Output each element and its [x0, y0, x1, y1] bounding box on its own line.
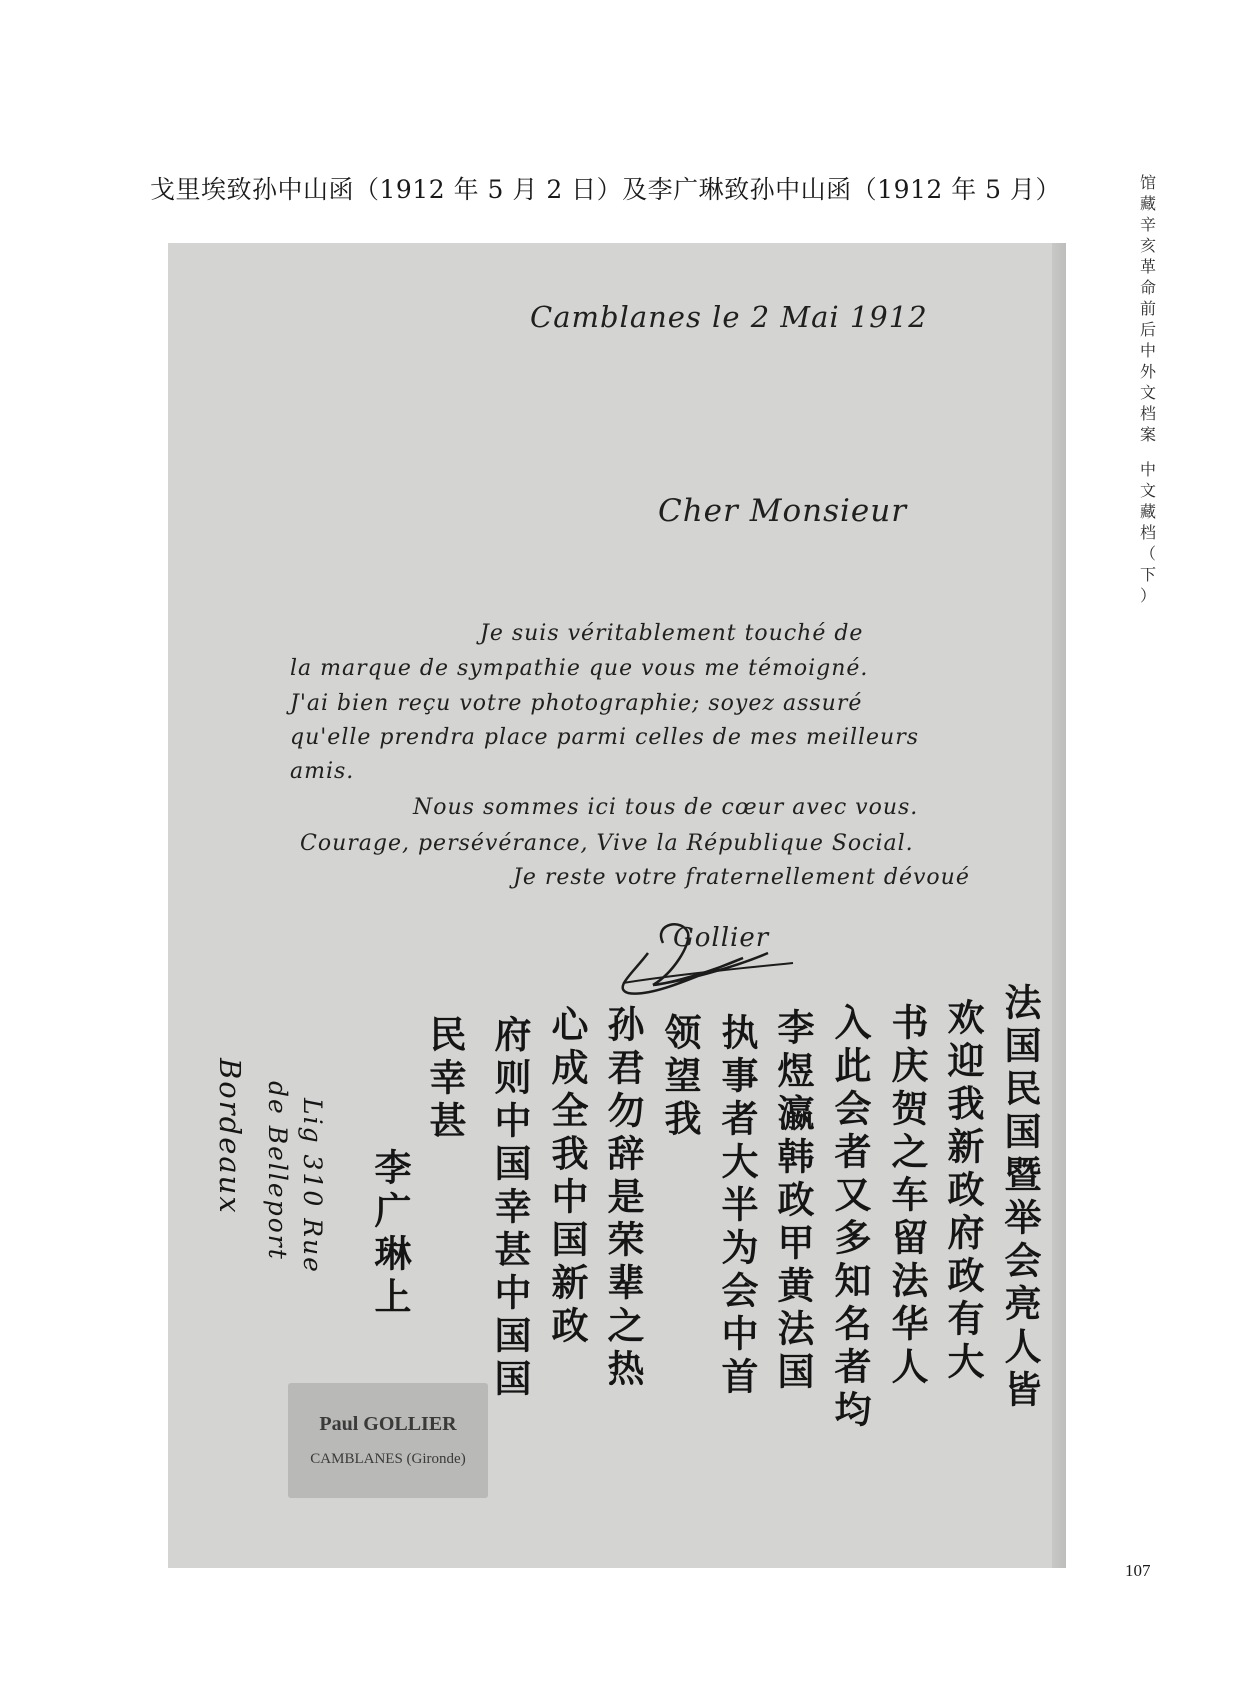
letter-body-line: Nous sommes ici tous de cœur avec vous. — [413, 795, 919, 820]
running-head-glyph: 辛 — [1139, 215, 1156, 234]
letter-body-line: qu'elle prendra place parmi celles de mes meilleurs — [290, 725, 920, 750]
side-running-head — [1137, 172, 1159, 606]
letter-body-line: Courage, persévérance, Vive la République Social. — [300, 831, 914, 856]
running-head-collection — [1137, 172, 1159, 445]
letter-body-line: la marque de sympathie que vous me témoigné. — [290, 656, 869, 681]
running-head-glyph: 藏 — [1139, 194, 1156, 213]
chinese-letter-column: 李煜瀛韩政甲黄法国 — [771, 1008, 815, 1395]
running-head-glyph: （ — [1139, 544, 1156, 563]
chinese-letter-column: 心成全我中国新政 — [545, 1005, 589, 1349]
running-head-glyph: 命 — [1139, 278, 1156, 297]
running-head-glyph: 下 — [1139, 565, 1156, 584]
chinese-letter-column: 府则中国幸甚中国国 — [488, 1015, 532, 1402]
letter-body-line: Je reste votre fraternellement dévoué — [513, 865, 970, 890]
chinese-letter-column: 民幸甚 — [423, 1015, 467, 1144]
stamp-name: Paul GOLLIER — [319, 1413, 457, 1435]
rubber-stamp — [288, 1383, 488, 1498]
chinese-letter-column: 法国民国暨举会亮人皆 — [998, 983, 1042, 1413]
chinese-letter-signature: 李广琳上 — [368, 1148, 412, 1320]
chinese-letter-column: 领望我 — [658, 1013, 702, 1142]
letter-body-line: J'ai bien reçu votre photographie; soyez assuré — [290, 691, 863, 716]
running-head-volume — [1137, 459, 1159, 606]
chinese-letter-column: 执事者大半为会中首 — [715, 1013, 759, 1400]
running-head-glyph: 外 — [1139, 362, 1156, 381]
running-head-glyph: 前 — [1139, 299, 1156, 318]
running-head-glyph: 文 — [1139, 481, 1156, 500]
address-line: de Belleport — [263, 1081, 292, 1261]
signature: Gollier — [673, 923, 770, 953]
running-head-glyph: 文 — [1139, 383, 1156, 402]
chinese-letter-column: 书庆贺之车留法华人 — [885, 1003, 929, 1390]
chinese-letter-column: 入此会者又多知名者均 — [828, 1003, 872, 1433]
chinese-letter-column: 孙君勿辞是荣辈之热 — [601, 1005, 645, 1392]
address-line: Bordeaux — [213, 1058, 247, 1215]
running-head-glyph: 藏 — [1139, 502, 1156, 521]
chinese-letter-column: 欢迎我新政府政有大 — [941, 998, 985, 1385]
letter-scan — [168, 243, 1066, 1568]
running-head-glyph: ） — [1139, 586, 1156, 605]
letter-body-line: Je suis véritablement touché de — [480, 621, 864, 646]
page-title: 戈里埃致孙中山函（1912 年 5 月 2 日）及李广琳致孙中山函（1912 年 5 月） — [150, 175, 1062, 204]
running-head-glyph: 案 — [1139, 425, 1156, 444]
stamp-place: CAMBLANES (Gironde) — [310, 1451, 466, 1467]
address-line: Lig 310 Rue — [298, 1098, 327, 1274]
running-head-glyph: 中 — [1139, 460, 1156, 479]
letter-date-line: Camblanes le 2 Mai 1912 — [530, 300, 928, 334]
running-head-glyph: 馆 — [1139, 173, 1156, 192]
running-head-glyph: 亥 — [1139, 236, 1156, 255]
letter-salutation: Cher Monsieur — [658, 493, 908, 529]
running-head-glyph: 革 — [1139, 257, 1156, 276]
running-head-glyph: 中 — [1139, 341, 1156, 360]
letter-body-line: amis. — [290, 759, 355, 784]
running-head-glyph: 档 — [1139, 404, 1156, 423]
running-head-glyph: 档 — [1139, 523, 1156, 542]
page-number: 107 — [1125, 1561, 1151, 1580]
scan-edge — [1052, 243, 1066, 1568]
running-head-glyph: 后 — [1139, 320, 1156, 339]
